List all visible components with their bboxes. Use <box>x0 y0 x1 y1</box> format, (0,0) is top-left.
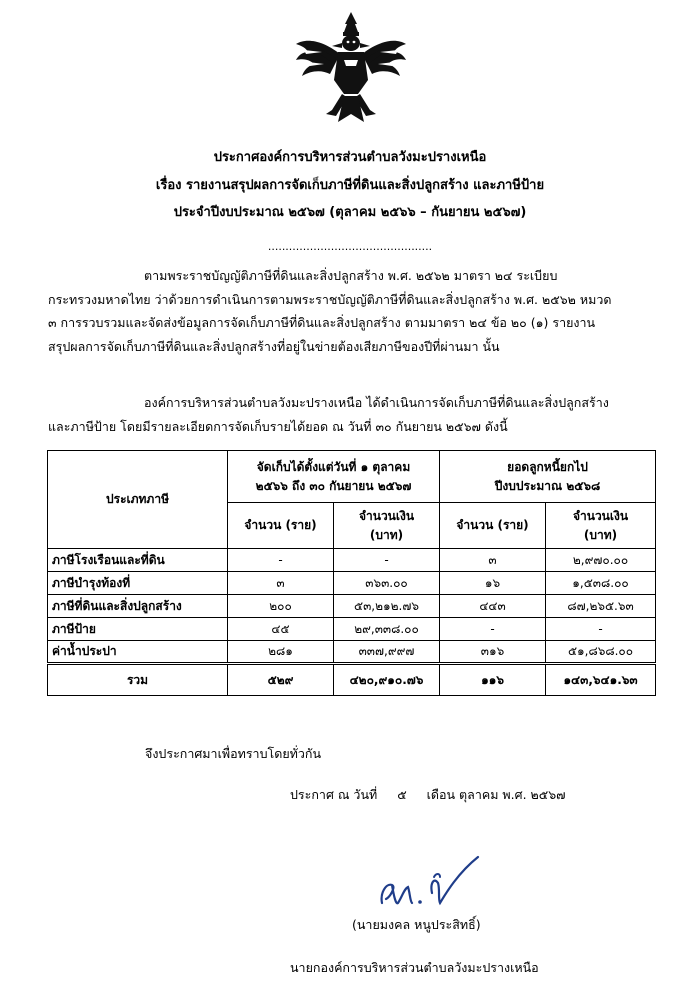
closing-statement: จึงประกาศมาเพื่อทราบโดยทั่วกัน <box>145 746 322 761</box>
tax-type-cell: ภาษีบำรุงท้องที่ <box>48 572 228 595</box>
table-row <box>48 572 656 595</box>
collected-amount-cell: - <box>334 549 440 572</box>
collected-count-cell: ๔๕ <box>228 618 334 641</box>
collected-count-cell: ๒๘๑ <box>228 641 334 664</box>
announcement-subject: เรื่อง รายงานสรุปผลการจัดเก็บภาษีที่ดินและสิ่งปลูกสร้าง และภาษีป้าย <box>155 178 545 193</box>
collected-amount-cell: ๕๓,๒๑๒.๗๖ <box>334 595 440 618</box>
dotted-divider: ............................................... <box>267 240 433 253</box>
signer-name: (นายมงคล หนูประสิทธิ์) <box>352 917 481 932</box>
garuda-emblem-icon <box>292 10 410 128</box>
collected-amount-cell: ๓๓๗,๙๙๗ <box>334 641 440 664</box>
tax-type-cell: ภาษีที่ดินและสิ่งปลูกสร้าง <box>48 595 228 618</box>
date-day: ๕ <box>397 787 407 802</box>
intro-line: ตามพระราชบัญญัติภาษีที่ดินและสิ่งปลูกสร้าง พ.ศ. ๒๕๖๒ มาตรา ๒๔ ระเบียบ <box>144 268 558 283</box>
total-collected-count: ๕๒๙ <box>228 664 334 696</box>
collected-count-cell: ๒๐๐ <box>228 595 334 618</box>
total-receivable-count: ๑๑๖ <box>440 664 546 696</box>
receivable-amount-cell: ๘๗,๒๖๕.๖๓ <box>546 595 656 618</box>
fiscal-year-line: ประจำปีงบประมาณ ๒๕๖๗ (ตุลาคม ๒๕๖๖ – กันยายน ๒๕๖๗) <box>173 205 527 220</box>
total-collected-amount: ๔๒๐,๙๑๐.๗๖ <box>334 664 440 696</box>
collected-group-header: จัดเก็บได้ตั้งแต่วันที่ ๑ ตุลาคม ๒๕๖๖ ถึง ๓๐ กันยายน ๒๕๖๗ <box>228 451 440 503</box>
receivable-count-header: จำนวน (ราย) <box>440 503 546 549</box>
receivable-count-cell: ๓ <box>440 549 546 572</box>
collected-amount-cell: ๓๖๓.๐๐ <box>334 572 440 595</box>
table-row <box>48 641 656 664</box>
receivable-count-cell: ๓๑๖ <box>440 641 546 664</box>
table-row <box>48 595 656 618</box>
receivable-amount-cell: ๒,๙๗๐.๐๐ <box>546 549 656 572</box>
tax-summary-table <box>47 450 656 696</box>
announcement-issuer: ประกาศองค์การบริหารส่วนตำบลวังมะปรางเหนือ <box>213 150 487 165</box>
intro-line: สรุปผลการจัดเก็บภาษีที่ดินและสิ่งปลูกสร้างที่อยู่ในข่ายต้องเสียภาษีของปีที่ผ่านมา นั้น <box>48 338 500 354</box>
total-receivable-amount: ๑๔๓,๖๔๑.๖๓ <box>546 664 656 696</box>
receivable-count-cell: - <box>440 618 546 641</box>
receivable-group-header: ยอดลูกหนี้ยกไป ปีงบประมาณ ๒๕๖๘ <box>440 451 656 503</box>
table-row <box>48 618 656 641</box>
collected-count-cell: ๓ <box>228 572 334 595</box>
intro-line: กระทรวงมหาดไทย ว่าด้วยการดำเนินการตามพระราชบัญญัติภาษีที่ดินและสิ่งปลูกสร้าง พ.ศ. ๒๕๖๒ หมวด <box>48 291 612 307</box>
receivable-amount-header: จำนวนเงิน (บาท) <box>546 503 656 549</box>
collected-amount-cell: ๒๙,๓๓๘.๐๐ <box>334 618 440 641</box>
date-month-year: เดือน ตุลาคม พ.ศ. ๒๕๖๗ <box>426 787 566 802</box>
handwritten-signature <box>374 853 484 915</box>
receivable-amount-cell: - <box>546 618 656 641</box>
announcement-date <box>290 785 566 805</box>
intro-paragraph <box>48 264 658 358</box>
table-row <box>48 549 656 572</box>
tax-type-cell: ภาษีโรงเรือนและที่ดิน <box>48 549 228 572</box>
tax-type-header: ประเภทภาษี <box>48 451 228 549</box>
receivable-amount-cell: ๕๑,๘๖๘.๐๐ <box>546 641 656 664</box>
receivable-count-cell: ๔๔๓ <box>440 595 546 618</box>
total-label: รวม <box>48 664 228 696</box>
receivable-count-cell: ๑๖ <box>440 572 546 595</box>
date-prefix: ประกาศ ณ วันที่ <box>290 787 378 802</box>
total-row <box>48 664 656 696</box>
signer-title: นายกองค์การบริหารส่วนตำบลวังมะปรางเหนือ <box>290 960 539 975</box>
collection-line: และภาษีป้าย โดยมีรายละเอียดการจัดเก็บรายได้ยอด ณ วันที่ ๓๐ กันยายน ๒๕๖๗ ดังนี้ <box>48 418 508 434</box>
collection-paragraph <box>48 391 658 438</box>
collected-count-cell: - <box>228 549 334 572</box>
collected-count-header: จำนวน (ราย) <box>228 503 334 549</box>
tax-type-cell: ค่าน้ำประปา <box>48 641 228 664</box>
collection-line: องค์การบริหารส่วนตำบลวังมะปรางเหนือ ได้ดำเนินการจัดเก็บภาษีที่ดินและสิ่งปลูกสร้าง <box>144 395 609 410</box>
collected-amount-header: จำนวนเงิน (บาท) <box>334 503 440 549</box>
receivable-amount-cell: ๑,๕๓๘.๐๐ <box>546 572 656 595</box>
tax-type-cell: ภาษีป้าย <box>48 618 228 641</box>
intro-line: ๓ การรวบรวมและจัดส่งข้อมูลการจัดเก็บภาษีที่ดินและสิ่งปลูกสร้าง ตามมาตรา ๒๔ ข้อ ๒๐ (๑) รายงาน <box>48 315 596 330</box>
